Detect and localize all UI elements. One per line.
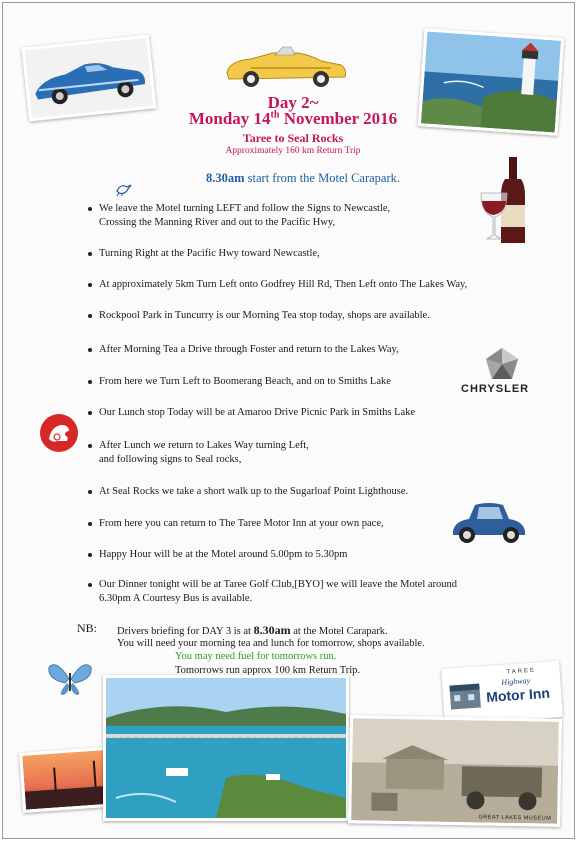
- date-month-year: November 2016: [279, 109, 398, 128]
- motel-building-icon: [449, 680, 481, 710]
- bullet-dot: [88, 411, 92, 415]
- bullet-dot: [88, 553, 92, 557]
- supplies-line: You will need your morning tea and lunch for tomorrow, shops available.: [117, 638, 425, 649]
- butterfly-icon: [47, 659, 93, 702]
- list-item-line: At Seal Rocks we take a short walk up to the Sugarloaf Point Lighthouse.: [99, 486, 409, 497]
- bullet-dot: [88, 522, 92, 526]
- itinerary-page: [2, 2, 575, 839]
- list-item: [99, 309, 539, 323]
- motor-inn-logo: [441, 661, 563, 725]
- motor-inn-town: TAREE: [506, 667, 537, 676]
- blue-car-icon: [25, 38, 153, 118]
- list-item-line: From here you can return to The Taree Motor Inn at your own pace,: [99, 518, 384, 529]
- yellow-car-icon: [221, 41, 349, 91]
- museum-photo: [348, 715, 562, 827]
- wine-bottle-image: [479, 155, 545, 247]
- list-item-line: Happy Hour will be at the Motel around 5.00pm to 5.30pm: [99, 549, 348, 560]
- list-item-line: Crossing the Manning River and out to the Pacific Hwy,: [99, 217, 336, 228]
- bird-icon: [115, 181, 133, 202]
- date-suffix-ordinal: th: [270, 109, 280, 121]
- yellow-car-image: [221, 41, 349, 91]
- bullet-dot: [88, 583, 92, 587]
- start-line: [153, 171, 453, 186]
- list-item: [99, 406, 539, 420]
- bullet-dot: [88, 444, 92, 448]
- list-item-line: Our Dinner tonight will be at Taree Golf Club,[BYO] we will leave the Motel around: [99, 579, 458, 590]
- holden-lion-icon: [39, 413, 79, 458]
- motor-inn-highway: Highway: [500, 676, 531, 688]
- list-item-line: Our Lunch stop Today will be at Amaroo Drive Picnic Park in Smiths Lake: [99, 407, 416, 418]
- list-item-line: Rockpool Park in Tuncurry is our Morning Tea stop today, shops are available.: [99, 310, 430, 321]
- list-item: [99, 439, 539, 467]
- list-item-line: 6.30pm A Courtesy Bus is available.: [99, 593, 253, 604]
- museum-caption: GREAT LAKES MUSEUM: [478, 814, 552, 822]
- motor-inn-name: Motor Inn: [485, 684, 551, 706]
- list-item-line: and following signs to Seal rocks,: [99, 454, 242, 465]
- blue-vintage-car-icon: [449, 497, 529, 545]
- date-prefix: Monday 14: [188, 109, 271, 128]
- fuel-note: You may need fuel for tomorrows run.: [175, 651, 337, 662]
- briefing-suffix: at the Motel Carapark.: [290, 626, 388, 637]
- nb-label: NB:: [77, 621, 98, 635]
- bullet-dot: [88, 314, 92, 318]
- list-item: [99, 202, 539, 230]
- start-time: 8.30am: [205, 171, 245, 185]
- bullet-dot: [88, 252, 92, 256]
- bullet-dot: [88, 380, 92, 384]
- list-item-line: From here we Turn Left to Boomerang Beach, and on to Smiths Lake: [99, 376, 391, 387]
- day-heading: Day 2~: [267, 93, 319, 112]
- bullet-dot: [88, 490, 92, 494]
- list-item: [99, 247, 539, 261]
- blue-car-photo: [21, 35, 156, 122]
- list-item: [99, 578, 539, 606]
- date-heading: [143, 109, 443, 129]
- wine-bottle-icon: [479, 155, 545, 247]
- bullet-dot: [88, 348, 92, 352]
- chrysler-logo-text: CHRYSLER: [461, 383, 530, 395]
- list-item: [99, 548, 539, 562]
- list-item-line: We leave the Motel turning LEFT and follow the Signs to Newcastle,: [99, 203, 391, 214]
- bullet-dot: [88, 283, 92, 287]
- route-distance: Approximately 160 km Return Trip: [225, 146, 361, 156]
- blue-vintage-car-image: [449, 497, 529, 545]
- list-item: [99, 278, 539, 292]
- list-item-line: After Lunch we return to Lakes Way turning Left,: [99, 440, 309, 451]
- briefing-prefix: Drivers briefing for DAY 3 is at: [117, 626, 254, 637]
- list-item-line: At approximately 5km Turn Left onto Godfrey Hill Rd, Then Left onto The Lakes Way,: [99, 279, 468, 290]
- start-text: start from the Motel Carapark.: [244, 171, 401, 185]
- museum-icon: [351, 718, 559, 824]
- list-item-line: After Morning Tea a Drive through Foster and return to the Lakes Way,: [99, 344, 399, 355]
- next-run-line: Tomorrows run approx 100 km Return Trip.: [175, 665, 361, 676]
- bullet-dot: [88, 207, 92, 211]
- lake-bridge-photo: [103, 675, 349, 821]
- chrysler-pentastar-icon: [485, 347, 519, 386]
- briefing-time: 8.30am: [253, 623, 291, 637]
- list-item: [99, 343, 539, 357]
- list-item-line: Turning Right at the Pacific Hwy toward Newcastle,: [99, 248, 320, 259]
- lake-bridge-icon: [106, 678, 346, 818]
- route-title: Taree to Seal Rocks: [242, 131, 344, 145]
